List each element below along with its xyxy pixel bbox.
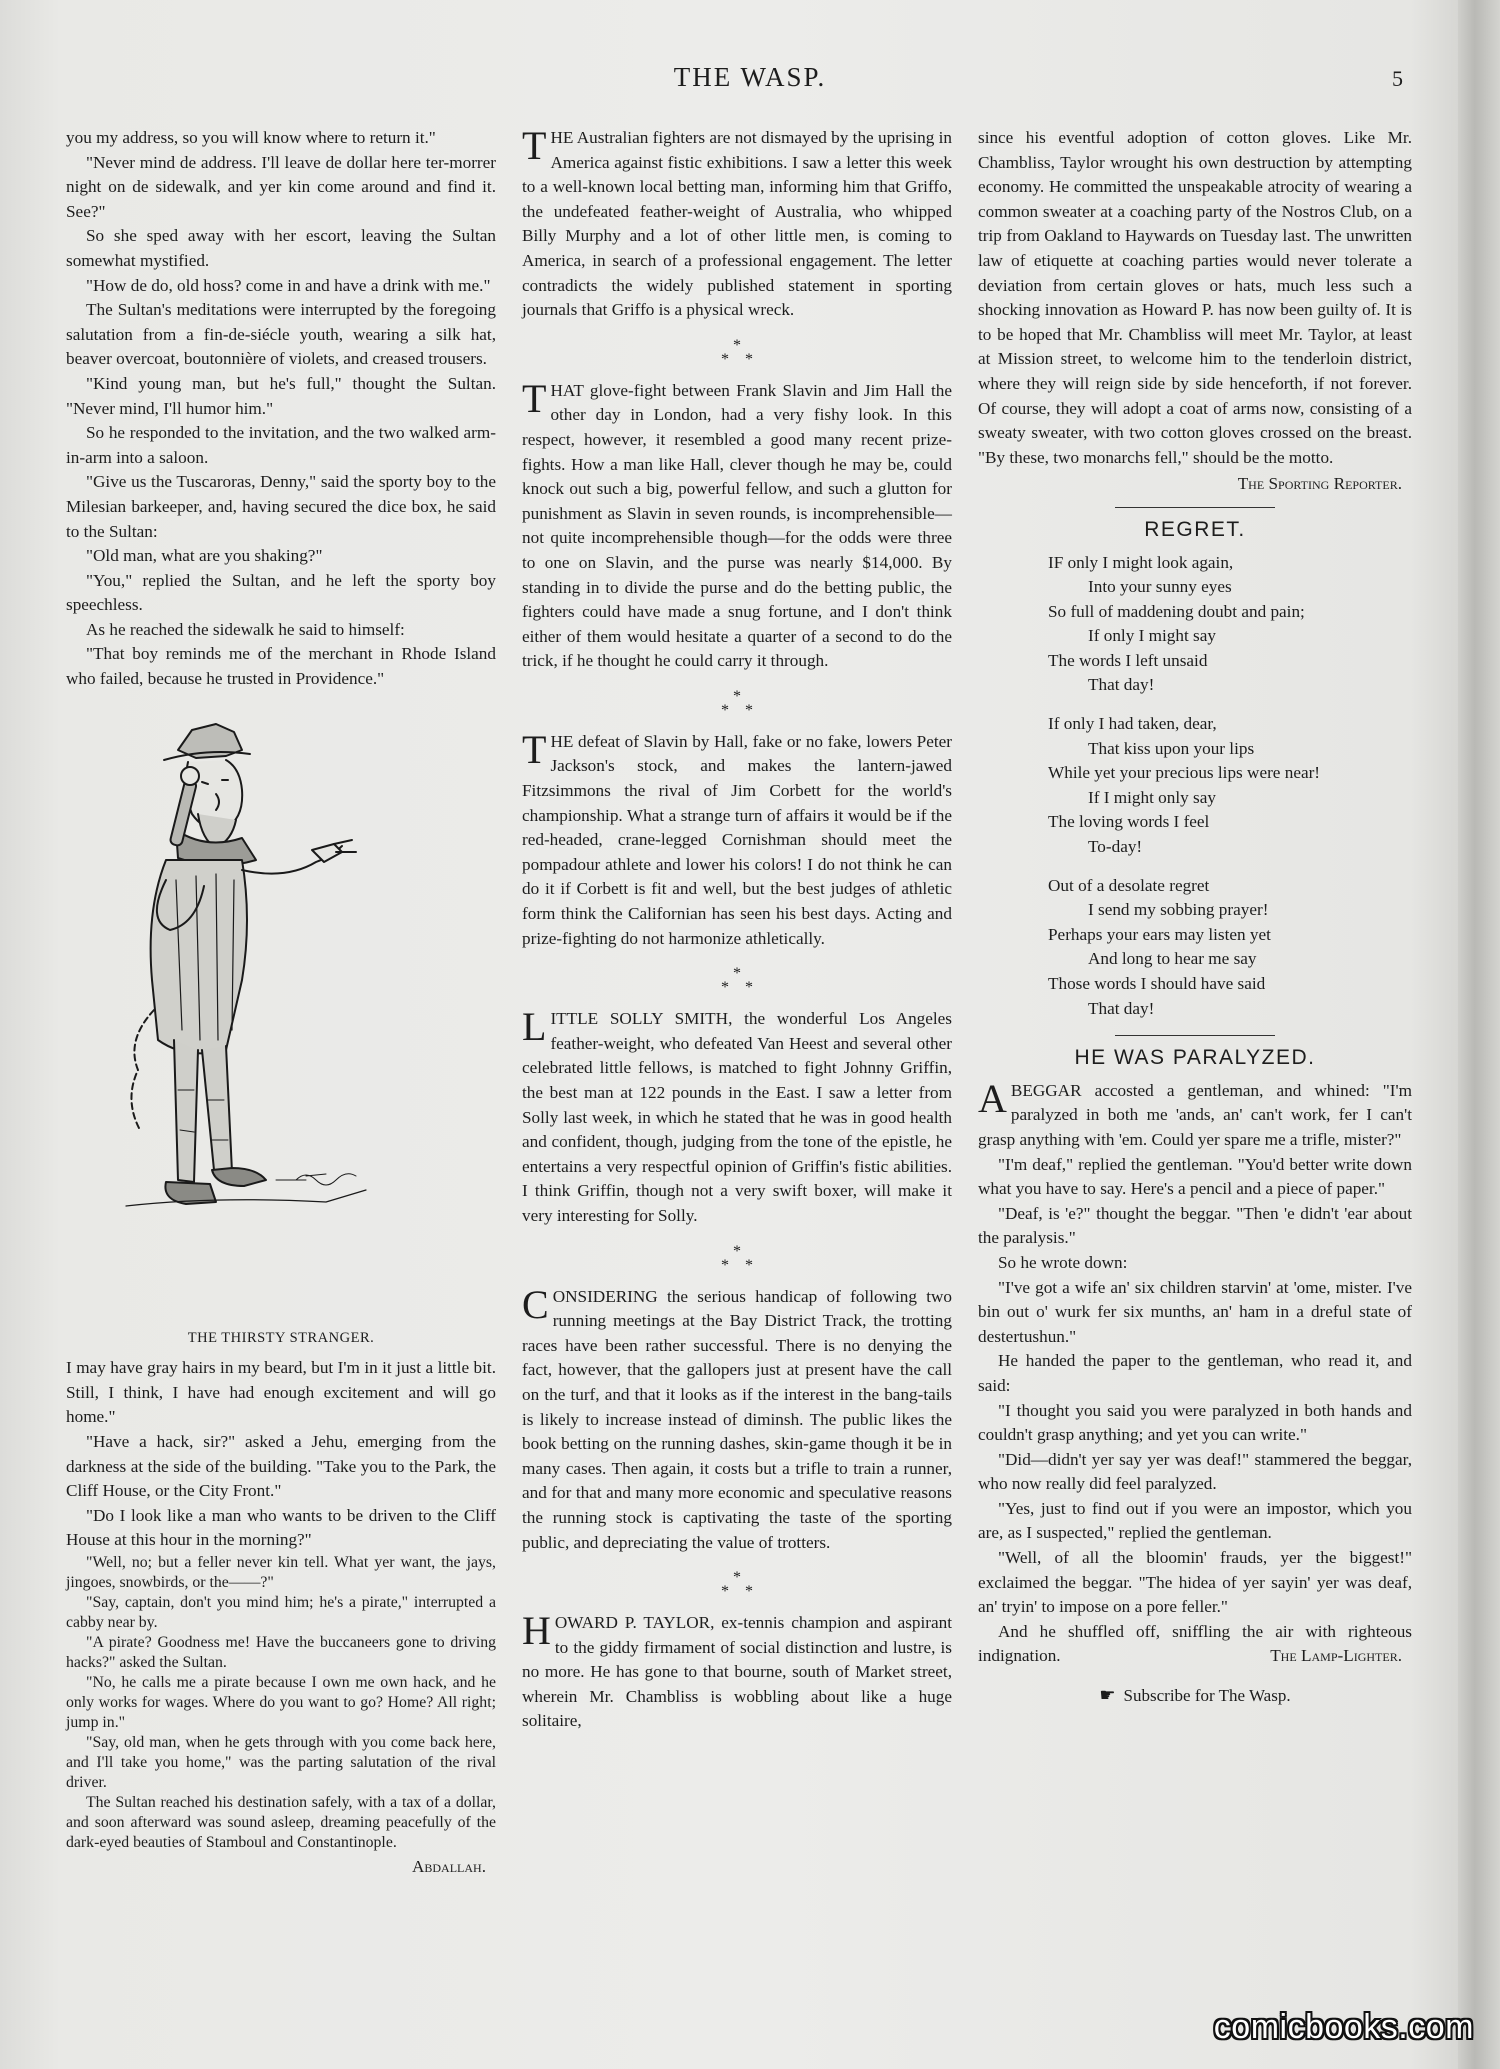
poem-line: And long to hear me say — [1088, 949, 1257, 969]
paragraph: since his eventful adoption of cotton gloves. Like Mr. Chambliss, Taylor wrought his own destruction by attempting economy. He committed the unspeakable atrocity of wearing a common sweater at a coaching party of the Nostros Club, on a trip from Oakland to Haywards on Tuesday last. The unwritten law of etiquette at coaching parties would never tolerate a deviation from certain gloves or hats, much less such a shocking innovation as Howard P. has now been guilty of. It is to be hoped that Mr. Chambliss will meet Mr. Taylor, at least at Mission street, to welcome him to the tenderloin district, where they will reign side by side henceforth, if not forever. Of course, they will adopt a coat of arms now, consisting of a sweaty sweater, with two cotton gloves crossed on the breast. "By these, two monarchs fell," should be the motto. — [978, 128, 1412, 467]
section-separator: * * * — [721, 1569, 753, 1601]
pointing-hand-icon: ☛ — [1099, 1685, 1116, 1706]
paragraph — [978, 1075, 1412, 1153]
drop-cap: T — [522, 123, 547, 168]
poem-line: I send my sobbing prayer! — [1088, 900, 1269, 920]
paragraph: He handed the paper to the gentleman, who read it, and said: — [978, 1351, 1412, 1395]
page-number: 5 — [1392, 66, 1403, 91]
column-3 — [978, 126, 1412, 1709]
story-title: HE WAS PARALYZED. — [1074, 1046, 1316, 1070]
section-separator: * * * — [721, 1242, 753, 1274]
poem-line: If only I had taken, dear, — [1048, 714, 1217, 734]
paragraph: "Do I look like a man who wants to be driven to the Cliff House at this hour in the morning?" — [66, 1505, 496, 1550]
paragraph: So he wrote down: — [998, 1252, 1128, 1272]
paragraph: The Sultan reached his destination safely, with a tax of a dollar, and soon afterward was sound asleep, dreaming peacefully of the dark-eyed beauties of Stamboul and Constantinople. — [66, 1794, 496, 1851]
paragraph: "I'm deaf," replied the gentleman. "You'd better write down what you have to say. Here's a pencil and a piece of paper." — [978, 1154, 1412, 1199]
paragraph: I may have gray hairs in my beard, but I'm in it just a little bit. Still, I think, I have had enough excitement and will go home." — [66, 1358, 496, 1427]
paragraph: "Yes, just to find out if you were an impostor, which you are, as I suspected," replied the gentleman. — [978, 1498, 1412, 1543]
paragraph — [978, 1620, 1412, 1669]
subscribe-text: Subscribe for The Wasp. — [1123, 1686, 1291, 1706]
drop-cap: H — [522, 1608, 551, 1654]
author-signature: The Lamp-Lighter. — [1270, 1646, 1402, 1666]
poem-stanza — [1048, 551, 1412, 699]
drop-cap: L — [522, 1004, 547, 1050]
paragraph: The Sultan's meditations were interrupted by the foregoing salutation from a fin-de-siécle youth, wearing a silk hat, beaver overcoat, boutonnière of violets, and creased trousers. — [66, 300, 496, 369]
paragraph: "Well, no; but a feller never kin tell. What yer want, the jays, jingoes, snowbirds, or the——?" — [66, 1554, 496, 1591]
article-paragraph — [522, 375, 952, 674]
paragraph: you my address, so you will know where to return it." — [66, 128, 436, 147]
paragraph: "No, he calls me a pirate because I own me own hack, and he only works for wages. Where do you want to go? Home? All right; jump in." — [66, 1674, 496, 1731]
subscribe-notice — [978, 1683, 1412, 1709]
masthead — [0, 62, 1500, 102]
section-separator: * * * — [721, 965, 753, 997]
section-separator: * * * — [721, 336, 753, 368]
paragraph: "Have a hack, sir?" asked a Jehu, emerging from the darkness at the side of the building. "Take you to the Park, the Cliff House, or the City Front." — [66, 1432, 496, 1501]
article-paragraph — [522, 123, 952, 323]
poem-line: To-day! — [1088, 837, 1143, 857]
article-text: OWARD P. TAYLOR, ex-tennis champion and aspirant to the giddy firmament of social distinction and lustre, is no more. He has gone to that bourne, south of Market street, wherein Mr. Chambliss is wobbling about like a huge solitaire, — [522, 1613, 952, 1731]
poem-line: That kiss upon your lips — [1088, 738, 1255, 758]
story-text: BEGGAR accosted a gentleman, and whined: "I'm paralyzed in both me 'ands, an' can't work, fer I can't grasp anything with 'em. Could yer spare me a trifle, mister?" — [978, 1080, 1412, 1149]
poem-stanza — [1048, 712, 1412, 860]
author-signature: The Sporting Reporter. — [1237, 474, 1402, 494]
poem-line: If I might only say — [1088, 787, 1216, 807]
paragraph: "I've got a wife an' six children starvin' at 'ome, mister. I've bin out o' wurk fer six munths, an' ham in a dreful state of destertushun." — [978, 1277, 1412, 1346]
article-paragraph — [522, 1004, 952, 1228]
article-text: HAT glove-fight between Frank Slavin and Jim Hall the other day in London, had a very fishy look. In this respect, however, it resembled a good many recent prize-fights. How a man like Hall, clever though he may be, could knock out such a big, powerful fellow, and such a glutton for punishment as Slavin in seven rounds, is incomprehensible—not quite incomprehensible though—for the odds were three to one on Slavin, and the purse was nearly $14,000. By standing in to divide the purse and do the betting public, the fighters could have made a snug fortune, and I don't think either of them would hesitate a quarter of a second to do the trick, if he thought he could carry it through. — [522, 380, 952, 671]
illustration-caption: THE THIRSTY STRANGER. — [187, 1329, 375, 1346]
article-text: ITTLE SOLLY SMITH, the wonderful Los Angeles feather-weight, who defeated Van Heest and several other celebrated little fellows, is matched to fight Johnny Griffin, the best man at 122 pounds in the East. I saw a letter from Solly last week, in which he stated that he was in good health and confident, though, judging from the tone of the epistle, he entertains a very respectful opinion of Griffin's fistic abilities. I think Griffin, though not a very swift boxer, will make it very interesting for Solly. — [522, 1009, 952, 1225]
poem-line: That day! — [1088, 675, 1155, 695]
paragraph: "You," replied the Sultan, and he left the sporty boy speechless. — [66, 570, 496, 615]
thirsty-stranger-illustration — [66, 710, 496, 1322]
paragraph: "Say, captain, don't you mind him; he's a pirate," interrupted a cabby near by. — [66, 1594, 496, 1631]
paragraph: "Say, old man, when he gets through with you come back here, and I'll take you home," was the parting salutation of the rival driver. — [66, 1734, 496, 1791]
drop-cap: A — [978, 1075, 1007, 1121]
poem-line: IF only I might look again, — [1048, 552, 1234, 572]
paragraph: "How de do, old hoss? come in and have a drink with me." — [86, 275, 491, 295]
page-title: THE WASP. — [673, 62, 827, 92]
paragraph: "A pirate? Goodness me! Have the buccaneers gone to driving hacks?" asked the Sultan. — [66, 1634, 496, 1671]
paragraph: "Old man, what are you shaking?" — [86, 546, 323, 566]
poem-line: Those words I should have said — [1048, 974, 1266, 993]
page-spine-shadow — [1458, 0, 1500, 2069]
tramp-drawing — [66, 710, 496, 1322]
article-text: ONSIDERING the serious handicap of following two running meetings at the Bay District Track, the trotting races have been rather successful. There is no denying the fact, however, that the gallopers just at present have the call on the turf, and that it looks as if the interest in the bang-tails is likely to increase instead of diminsh. The public likes the book betting on the running dashes, skin-game though it be in many cases. Then again, it costs but a trifle to train a runner, and for that and many more economic and speculative reasons the running stock is captivating the taste of the sporting public, and depreciating the value of trotters. — [522, 1286, 952, 1552]
drop-cap: C — [522, 1281, 549, 1327]
poem-line: That day! — [1088, 998, 1155, 1018]
paragraph: "Never mind de address. I'll leave de dollar here ter-morrer night on de sidewalk, and yer kin come around and find it. See?" — [66, 152, 496, 221]
poem-title: REGRET. — [1144, 517, 1246, 541]
poem-line: Into your sunny eyes — [1088, 577, 1232, 597]
drop-cap: T — [522, 375, 547, 421]
poem-line: If only I might say — [1088, 626, 1216, 646]
poem-stanza — [1048, 874, 1412, 1022]
paragraph: So he responded to the invitation, and the two walked arm-in-arm into a saloon. — [66, 423, 496, 467]
paragraph: As he reached the sidewalk he said to himself: — [86, 619, 405, 639]
article-text: HE defeat of Slavin by Hall, fake or no fake, lowers Peter Jackson's stock, and makes the lantern-jawed Fitzsimmons the rival of Jim Corbett for the world's championship. What a strange turn of affairs it would be if the red-headed, crane-legged Cornishman should meet the pompadour athlete and lower his colors! I do not think he can do it if Corbett is fit and well, but the best judges of athletic form think the Californian has seen his best days. Acting and prize-fighting do not harmonize athletically. — [522, 731, 952, 948]
article-paragraph — [522, 1608, 952, 1734]
author-signature: Abdallah. — [411, 1857, 486, 1876]
poem-line: The loving words I feel — [1048, 812, 1210, 832]
article-paragraph — [522, 1281, 952, 1556]
paragraph: "Deaf, is 'e?" thought the beggar. "Then 'e didn't 'ear about the paralysis." — [978, 1203, 1412, 1248]
site-watermark: comicbooks.com — [1213, 2008, 1474, 2046]
poem-line: So full of maddening doubt and pain; — [1048, 601, 1305, 621]
paragraph: So she sped away with her escort, leaving the Sultan somewhat mystified. — [66, 226, 496, 270]
column-1 — [66, 126, 496, 1880]
article-paragraph — [522, 726, 952, 951]
paragraph: "Did—didn't yer say yer was deaf!" stammered the beggar, who now really did feel paralyzed. — [978, 1449, 1412, 1494]
poem — [978, 551, 1412, 1022]
paragraph: "I thought you said you were paralyzed in both hands and couldn't grasp anything; and yet you can write." — [978, 1400, 1412, 1445]
paragraph: "That boy reminds me of the merchant in Rhode Island who failed, because he trusted in Providence." — [66, 644, 496, 689]
section-separator: * * * — [721, 687, 753, 719]
poem-line: The words I left unsaid — [1048, 650, 1208, 670]
divider — [1115, 507, 1275, 508]
poem-line: Perhaps your ears may listen yet — [1048, 924, 1271, 944]
poem-line: While yet your precious lips were near! — [1048, 763, 1321, 783]
poem-line: Out of a desolate regret — [1048, 875, 1210, 895]
paragraph: "Well, of all the bloomin' frauds, yer the biggest!" exclaimed the beggar. "The hidea of yer sayin' yer was deaf, an' tryin' to impose on a pore feller." — [978, 1548, 1412, 1617]
article-text: HE Australian fighters are not dismayed by the uprising in America against fistic exhibitions. I saw a letter this week to a well-known local betting man, informing him that Griffo, the undefeated feather-weight of Australia, who whipped Billy Murphy and a lot of other little men, is coming to America, in search of a professional engagement. The letter contradicts the widely published statement in sporting journals that Griffo is a physical wreck. — [522, 128, 952, 320]
story-text: And he shuffled off, sniffling the air with righteous indignation. — [978, 1621, 1412, 1666]
drop-cap: T — [522, 726, 547, 772]
paragraph: "Give us the Tuscaroras, Denny," said the sporty boy to the Milesian barkeeper, and, having secured the dice box, he said to the Sultan: — [66, 472, 496, 541]
divider — [1115, 1035, 1275, 1036]
paragraph: "Kind young man, but he's full," thought the Sultan. "Never mind, I'll humor him." — [66, 373, 496, 418]
column-2 — [522, 123, 952, 1734]
